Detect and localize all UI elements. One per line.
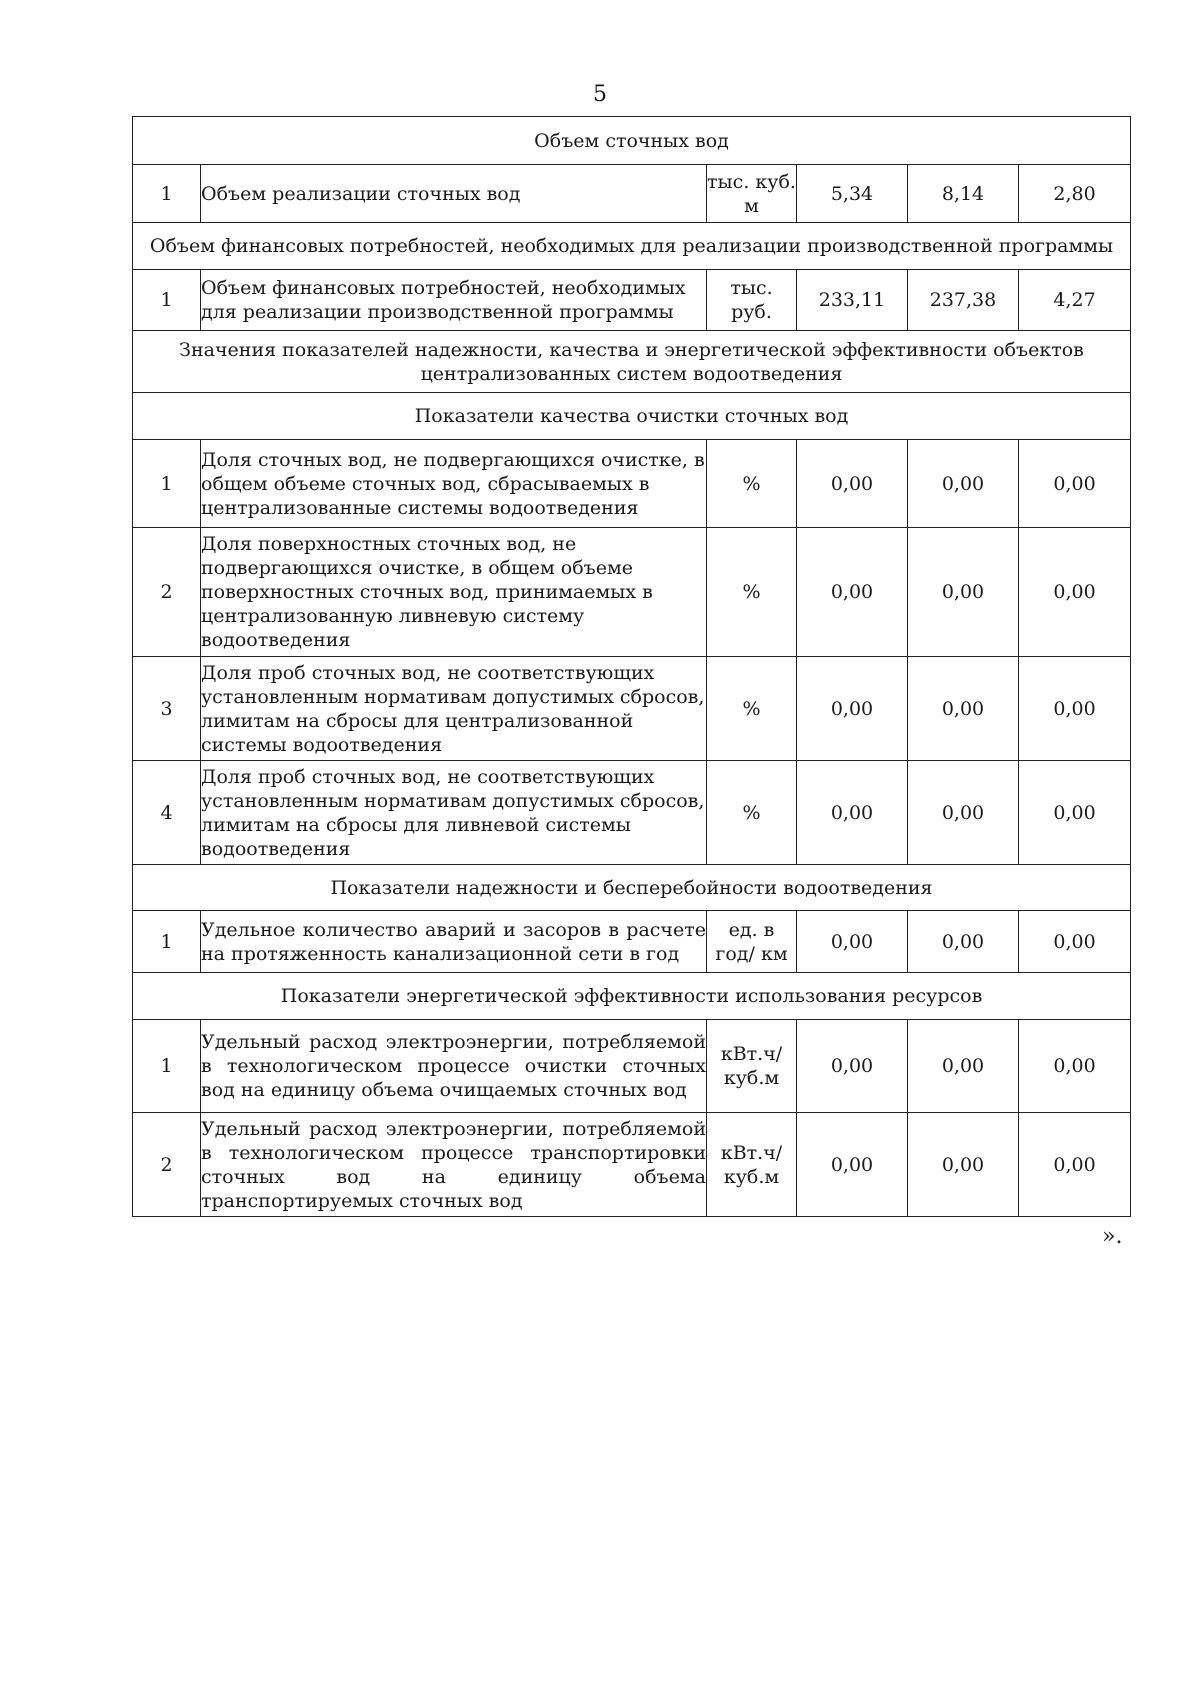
table-row xyxy=(133,1020,1131,1113)
section-header-row xyxy=(133,393,1131,440)
value-cell-2: 0,00 xyxy=(908,761,1019,865)
section-title: Значения показателей надежности, качества и энергетической эффективности объектов централизованных систем водоотведения xyxy=(133,331,1131,393)
indicator-name: Объем реализации сточных вод xyxy=(201,165,707,223)
indicator-name: Удельный расход электроэнергии, потребляемой в технологическом процессе транспортировки сточных вод на единицу объема транспортируемых сточных вод xyxy=(201,1113,707,1217)
table-row xyxy=(133,1113,1131,1217)
section-title: Показатели качества очистки сточных вод xyxy=(133,393,1131,440)
value-cell-2: 0,00 xyxy=(908,440,1019,528)
value-cell-1: 0,00 xyxy=(797,440,908,528)
row-number: 1 xyxy=(133,165,201,223)
value-cell-2: 237,38 xyxy=(908,270,1019,331)
unit-cell: ед. в год/ км xyxy=(707,911,797,973)
value-cell-3: 0,00 xyxy=(1019,761,1131,865)
page-number: 5 xyxy=(593,82,607,107)
section-title: Объем финансовых потребностей, необходимых для реализации производственной программы xyxy=(133,223,1131,270)
indicator-name: Доля сточных вод, не подвергающихся очистке, в общем объеме сточных вод, сбрасываемых в централизованные системы водоотведения xyxy=(201,440,707,528)
table-row xyxy=(133,440,1131,528)
value-cell-2: 8,14 xyxy=(908,165,1019,223)
indicator-name: Удельное количество аварий и засоров в расчете на протяженность канализационной сети в год xyxy=(201,911,707,973)
row-number: 2 xyxy=(133,528,201,657)
value-cell-1: 5,34 xyxy=(797,165,908,223)
indicators-table xyxy=(132,116,1131,1217)
value-cell-3: 0,00 xyxy=(1019,440,1131,528)
unit-cell: % xyxy=(707,657,797,761)
unit-cell: тыс. руб. xyxy=(707,270,797,331)
value-cell-3: 0,00 xyxy=(1019,1113,1131,1217)
row-number: 4 xyxy=(133,761,201,865)
section-header-row xyxy=(133,331,1131,393)
value-cell-2: 0,00 xyxy=(908,528,1019,657)
row-number: 2 xyxy=(133,1113,201,1217)
unit-cell: кВт.ч/ куб.м xyxy=(707,1113,797,1217)
value-cell-3: 0,00 xyxy=(1019,528,1131,657)
value-cell-1: 0,00 xyxy=(797,1113,908,1217)
section-header-row xyxy=(133,865,1131,911)
section-header-row xyxy=(133,117,1131,165)
row-number: 1 xyxy=(133,911,201,973)
table-row xyxy=(133,657,1131,761)
section-title: Объем сточных вод xyxy=(133,117,1131,165)
table-row xyxy=(133,911,1131,973)
value-cell-3: 0,00 xyxy=(1019,657,1131,761)
value-cell-2: 0,00 xyxy=(908,1113,1019,1217)
indicator-name: Доля поверхностных сточных вод, не подвергающихся очистке, в общем объеме поверхностных сточных вод, принимаемых в централизованную ливневую систему водоотведения xyxy=(201,528,707,657)
value-cell-3: 2,80 xyxy=(1019,165,1131,223)
value-cell-3: 0,00 xyxy=(1019,911,1131,973)
table-row xyxy=(133,165,1131,223)
row-number: 1 xyxy=(133,270,201,331)
unit-cell: кВт.ч/ куб.м xyxy=(707,1020,797,1113)
value-cell-1: 0,00 xyxy=(797,657,908,761)
unit-cell: % xyxy=(707,528,797,657)
closing-quote: ». xyxy=(1102,1224,1123,1249)
table-row xyxy=(133,761,1131,865)
value-cell-1: 0,00 xyxy=(797,911,908,973)
section-title: Показатели надежности и бесперебойности водоотведения xyxy=(133,865,1131,911)
value-cell-1: 0,00 xyxy=(797,1020,908,1113)
section-header-row xyxy=(133,973,1131,1020)
unit-cell: % xyxy=(707,440,797,528)
value-cell-3: 4,27 xyxy=(1019,270,1131,331)
table-row xyxy=(133,270,1131,331)
unit-cell: тыс. куб. м xyxy=(707,165,797,223)
value-cell-2: 0,00 xyxy=(908,911,1019,973)
value-cell-2: 0,00 xyxy=(908,1020,1019,1113)
table-row xyxy=(133,528,1131,657)
value-cell-2: 0,00 xyxy=(908,657,1019,761)
row-number: 1 xyxy=(133,1020,201,1113)
value-cell-1: 233,11 xyxy=(797,270,908,331)
section-title: Показатели энергетической эффективности использования ресурсов xyxy=(133,973,1131,1020)
indicator-name: Доля проб сточных вод, не соответствующих установленным нормативам допустимых сбросов, лимитам на сбросы для централизованной системы водоотведения xyxy=(201,657,707,761)
value-cell-1: 0,00 xyxy=(797,761,908,865)
section-header-row xyxy=(133,223,1131,270)
value-cell-3: 0,00 xyxy=(1019,1020,1131,1113)
value-cell-1: 0,00 xyxy=(797,528,908,657)
unit-cell: % xyxy=(707,761,797,865)
row-number: 1 xyxy=(133,440,201,528)
indicator-name: Объем финансовых потребностей, необходимых для реализации производственной программы xyxy=(201,270,707,331)
row-number: 3 xyxy=(133,657,201,761)
indicator-name: Удельный расход электроэнергии, потребляемой в технологическом процессе очистки сточных вод на единицу объема очищаемых сточных вод xyxy=(201,1020,707,1113)
indicator-name: Доля проб сточных вод, не соответствующих установленным нормативам допустимых сбросов, лимитам на сбросы для ливневой системы водоотведения xyxy=(201,761,707,865)
